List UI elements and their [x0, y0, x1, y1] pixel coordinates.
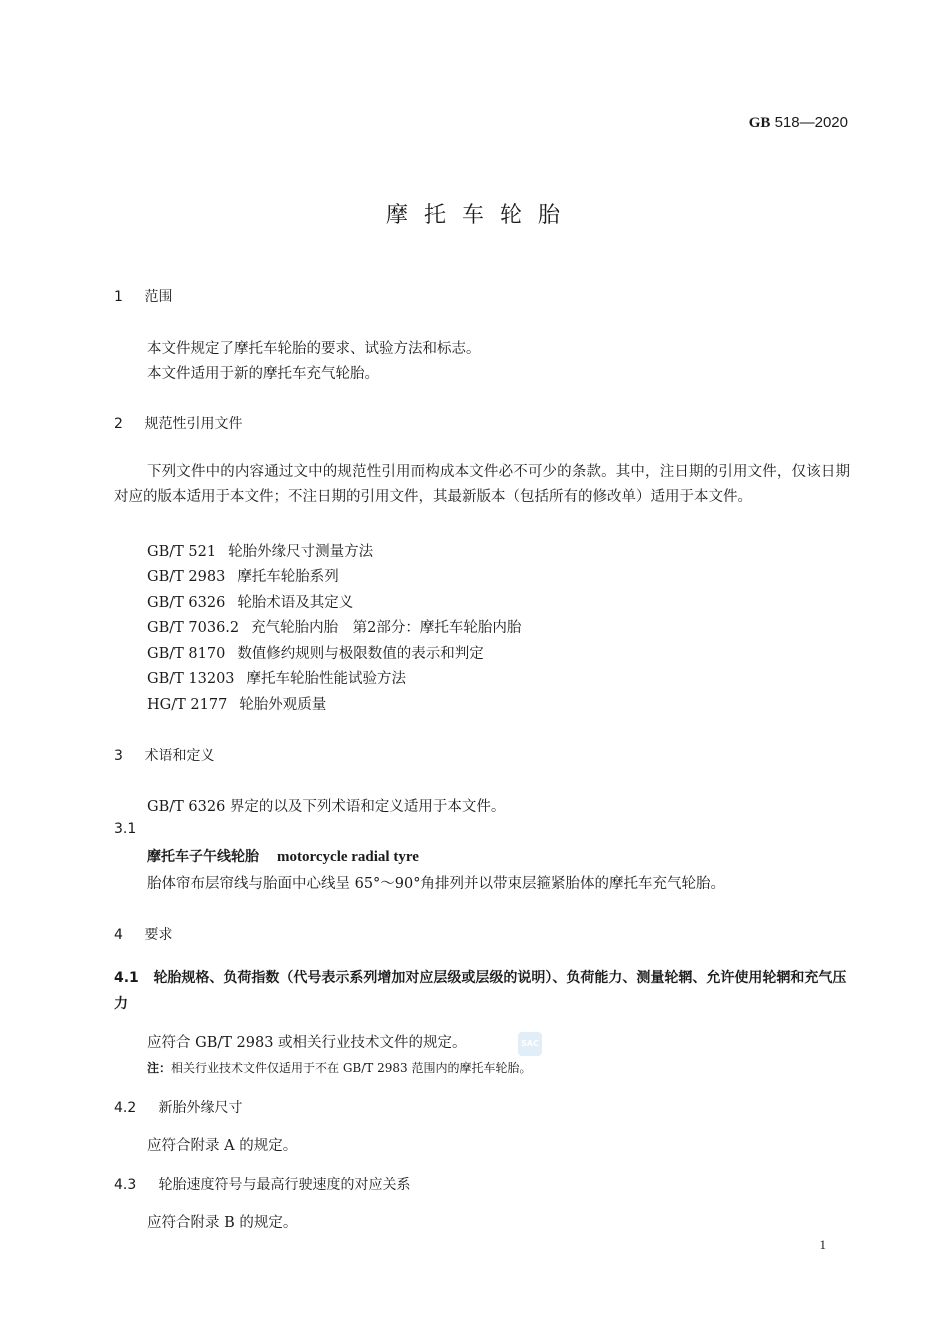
section-4-heading [114, 924, 172, 944]
standard-number: 518—2020 [774, 114, 848, 131]
reference-item [147, 616, 521, 637]
section-3-heading [114, 745, 214, 765]
references-intro: 下列文件中的内容通过文中的规范性引用而构成本文件必不可少的条款。其中，注日期的引用文件，仅该日期对应的版本适用于本文件；不注日期的引用文件，其最新版本（包括所有的修改单）适用于本文件。 [114, 464, 850, 505]
subsection-4-3-text: 应符合附录 B 的规定。 [147, 1215, 298, 1231]
section-title: 规范性引用文件 [144, 416, 243, 432]
section-title: 要求 [144, 927, 173, 943]
subsection-4-1-heading [114, 965, 850, 1017]
subsection-4-2-text: 应符合附录 A 的规定。 [147, 1138, 298, 1154]
section-title: 范围 [144, 289, 173, 305]
reference-code: HG/T 2177 [147, 697, 228, 713]
reference-code: GB/T 6326 [147, 595, 226, 611]
reference-name: 摩托车轮胎系列 [237, 569, 339, 585]
reference-code: GB/T 521 [147, 544, 217, 560]
reference-name: 轮胎外观质量 [239, 697, 327, 713]
reference-name: 充气轮胎内胎 第2部分：摩托车轮胎内胎 [251, 620, 522, 636]
subsection-4-3-heading [114, 1174, 410, 1194]
sac-watermark-logo: SAC [518, 1032, 542, 1056]
note-text: 相关行业技术文件仅适用于不在 GB/T 2983 范围内的摩托车轮胎。 [171, 1061, 532, 1075]
term-chinese: 摩托车子午线轮胎 [147, 849, 259, 865]
scope-paragraph-2: 本文件适用于新的摩托车充气轮胎。 [147, 366, 379, 382]
reference-item [147, 693, 326, 714]
subsection-4-2-heading [114, 1097, 242, 1117]
reference-name: 数值修约规则与极限数值的表示和判定 [237, 646, 484, 662]
note-label: 注： [147, 1061, 172, 1075]
reference-name: 摩托车轮胎性能试验方法 [246, 671, 407, 687]
subsection-4-1-note [147, 1059, 531, 1076]
section-number: 4 [114, 927, 123, 943]
reference-code: GB/T 13203 [147, 671, 235, 687]
subsection-title: 轮胎规格、负荷指数（代号表示系列增加对应层级或层级的说明）、负荷能力、测量轮辋、允许使用轮辋和充气压力 [114, 970, 847, 1012]
document-title: 摩托车轮胎 [385, 203, 576, 228]
reference-code: GB/T 7036.2 [147, 620, 240, 636]
terms-intro: GB/T 6326 界定的以及下列术语和定义适用于本文件。 [147, 799, 506, 815]
section-1-heading [114, 286, 172, 306]
section-number: 1 [114, 289, 123, 305]
subsection-number: 4.2 [114, 1100, 137, 1116]
subsection-title: 新胎外缘尺寸 [158, 1100, 243, 1116]
reference-name: 轮胎术语及其定义 [237, 595, 354, 611]
reference-code: GB/T 8170 [147, 646, 226, 662]
reference-name: 轮胎外缘尺寸测量方法 [228, 544, 374, 560]
term-title [147, 846, 419, 866]
reference-item [147, 565, 339, 586]
standard-code [749, 114, 848, 132]
term-definition: 胎体帘布层帘线与胎面中心线呈 65°～90°角排列并以带束层箍紧胎体的摩托车充气轮胎。 [147, 876, 726, 892]
subsection-title: 轮胎速度符号与最高行驶速度的对应关系 [158, 1177, 411, 1193]
reference-item [147, 540, 373, 561]
reference-code: GB/T 2983 [147, 569, 226, 585]
page-number: 1 [819, 1237, 826, 1252]
section-2-heading [114, 413, 242, 433]
scope-paragraph-1: 本文件规定了摩托车轮胎的要求、试验方法和标志。 [147, 341, 481, 357]
section-title: 术语和定义 [144, 748, 215, 764]
section-number: 2 [114, 416, 123, 432]
term-english: motorcycle radial tyre [277, 849, 419, 865]
subsection-4-1-text: 应符合 GB/T 2983 或相关行业技术文件的规定。 [147, 1035, 467, 1051]
reference-item [147, 667, 406, 688]
term-number: 3.1 [114, 821, 137, 837]
standard-prefix: GB [748, 115, 771, 131]
section-number: 3 [114, 748, 123, 764]
reference-item [147, 642, 484, 663]
subsection-number: 4.1 [114, 970, 139, 986]
subsection-number: 4.3 [114, 1177, 137, 1193]
reference-item [147, 591, 353, 612]
